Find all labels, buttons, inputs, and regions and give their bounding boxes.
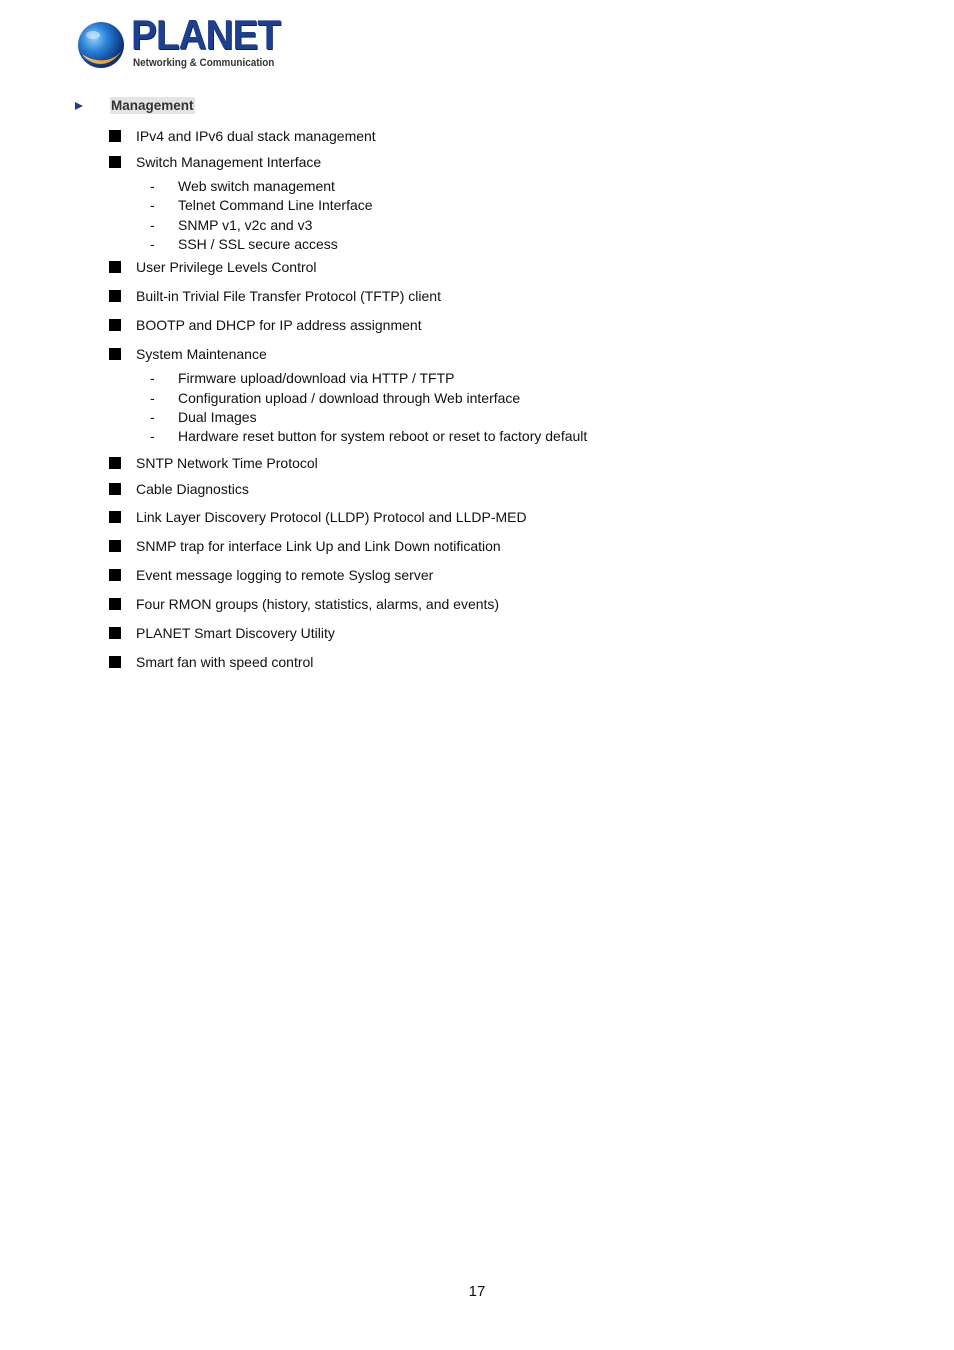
list-item — [109, 454, 318, 472]
list-item-label: User Privilege Levels Control — [136, 259, 317, 275]
list-item-label: SNMP trap for interface Link Up and Link Down notification — [136, 538, 501, 554]
section-heading — [74, 95, 195, 115]
list-item-label: Link Layer Discovery Protocol (LLDP) Protocol and LLDP-MED — [136, 509, 527, 525]
list-item — [109, 153, 321, 171]
square-bullet-icon — [109, 130, 121, 142]
square-bullet-icon — [109, 348, 121, 360]
list-item-label: PLANET Smart Discovery Utility — [136, 625, 335, 641]
sub-list-item — [150, 408, 257, 426]
dash-marker: - — [150, 217, 155, 233]
list-item — [109, 258, 317, 276]
sub-list-item — [150, 369, 454, 387]
dash-marker: - — [150, 178, 155, 194]
square-bullet-icon — [109, 261, 121, 273]
list-item-label: Built-in Trivial File Transfer Protocol (TFTP) client — [136, 288, 441, 304]
sub-list-item-label: Firmware upload/download via HTTP / TFTP — [178, 370, 455, 386]
dash-marker: - — [150, 370, 155, 386]
dash-marker: - — [150, 409, 155, 425]
list-item — [109, 624, 335, 642]
square-bullet-icon — [109, 656, 121, 668]
sub-list-item-label: Configuration upload / download through Web interface — [178, 390, 521, 406]
sub-list-item — [150, 235, 338, 253]
section-title: Management — [111, 97, 194, 113]
square-bullet-icon — [109, 540, 121, 552]
list-item-label: SNTP Network Time Protocol — [136, 455, 318, 471]
dash-marker: - — [150, 390, 155, 406]
sub-list-item-label: Telnet Command Line Interface — [178, 197, 373, 213]
square-bullet-icon — [109, 483, 121, 495]
list-item-label: Switch Management Interface — [136, 154, 322, 170]
list-item-label: BOOTP and DHCP for IP address assignment — [136, 317, 422, 333]
list-item-label: Cable Diagnostics — [136, 481, 249, 497]
globe-icon — [76, 20, 126, 70]
sub-list-item-label: Web switch management — [178, 178, 335, 194]
square-bullet-icon — [109, 290, 121, 302]
sub-list-item — [150, 427, 587, 445]
list-item — [109, 316, 422, 334]
sub-list-item-label: SNMP v1, v2c and v3 — [178, 217, 313, 233]
logo-tagline: Networking & Communication — [133, 57, 275, 69]
sub-list-item — [150, 389, 520, 407]
list-item — [109, 287, 441, 305]
list-item-label: Event message logging to remote Syslog server — [136, 567, 434, 583]
list-item — [109, 127, 376, 145]
list-item-label: Four RMON groups (history, statistics, alarms, and events) — [136, 596, 500, 612]
sub-list-item-label: SSH / SSL secure access — [178, 236, 338, 252]
list-item — [109, 595, 499, 613]
square-bullet-icon — [109, 319, 121, 331]
list-item — [109, 345, 267, 363]
square-bullet-icon — [109, 627, 121, 639]
square-bullet-icon — [109, 156, 121, 168]
list-item — [109, 480, 249, 498]
square-bullet-icon — [109, 598, 121, 610]
sub-list-item — [150, 216, 312, 234]
list-item — [109, 537, 501, 555]
square-bullet-icon — [109, 457, 121, 469]
list-item-label: Smart fan with speed control — [136, 654, 314, 670]
square-bullet-icon — [109, 569, 121, 581]
list-item-label: System Maintenance — [136, 346, 267, 362]
logo-brand-text: PLANET — [131, 11, 281, 58]
planet-logo — [76, 11, 281, 74]
list-item — [109, 566, 433, 584]
page-number: 17 — [468, 1283, 486, 1300]
sub-list-item-label: Dual Images — [178, 409, 257, 425]
triangle-arrow-icon — [74, 101, 84, 111]
sub-list-item — [150, 177, 335, 195]
dash-marker: - — [150, 197, 155, 213]
list-item-label: IPv4 and IPv6 dual stack management — [136, 128, 376, 144]
square-bullet-icon — [109, 511, 121, 523]
dash-marker: - — [150, 428, 155, 444]
list-item — [109, 508, 527, 526]
sub-list-item — [150, 196, 373, 214]
list-item — [109, 653, 313, 671]
sub-list-item-label: Hardware reset button for system reboot or reset to factory default — [178, 428, 588, 444]
dash-marker: - — [150, 236, 155, 252]
